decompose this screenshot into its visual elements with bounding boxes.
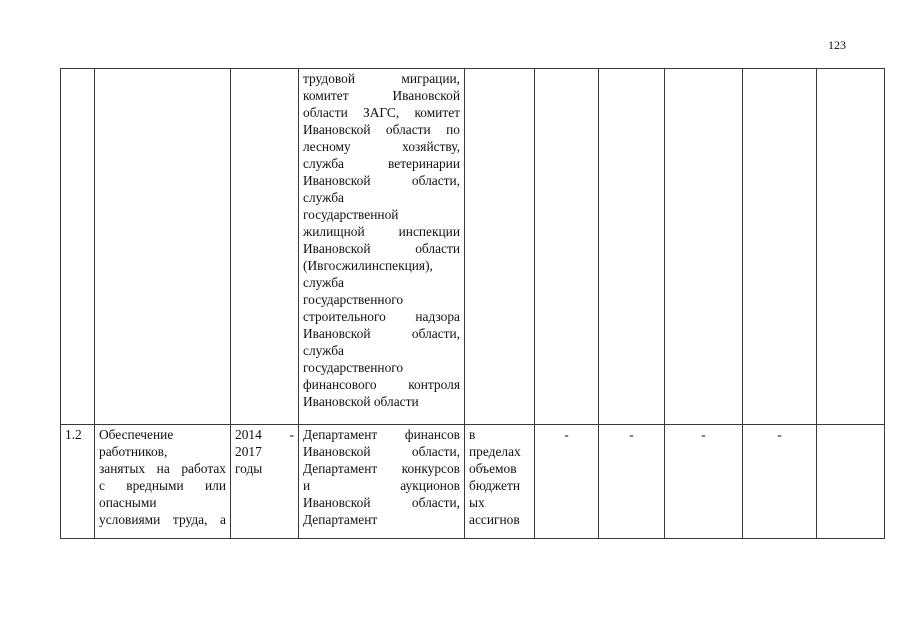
dash-value: -: [564, 427, 569, 442]
name-line: условиями труда, а: [99, 512, 226, 527]
dash-value: -: [777, 427, 782, 442]
executor-line: служба: [303, 343, 344, 358]
years-dash: -: [289, 427, 294, 442]
executor-line: Ивановской области: [303, 241, 460, 256]
cell-years: [231, 69, 299, 425]
cell-col9: [743, 69, 817, 425]
table-row: [61, 69, 885, 425]
dash-value: -: [629, 427, 634, 442]
years: [235, 426, 294, 477]
cell-col8: [665, 425, 743, 539]
funding-line: объемов: [469, 461, 517, 476]
row-number: 1.2: [65, 427, 82, 442]
executor-line: государственного: [303, 360, 404, 375]
name-line: работников,: [99, 444, 168, 459]
cell-col10: [817, 425, 885, 539]
executor-line: лесному хозяйству,: [303, 139, 460, 154]
executor-line: Ивановской области,: [303, 173, 460, 188]
funding-line: пределах: [469, 444, 521, 459]
executor-line: строительного надзора: [303, 309, 460, 324]
years-word: годы: [235, 461, 263, 476]
executor-line: Департамент: [303, 512, 378, 527]
cell-funding: [465, 425, 535, 539]
executor-line: комитет Ивановской: [303, 88, 460, 103]
name-line: опасными: [99, 495, 157, 510]
name-line: занятых на работах: [99, 461, 226, 476]
funding-line: ых: [469, 495, 485, 510]
cell-executors: [299, 69, 465, 425]
cell-col7: [599, 69, 665, 425]
cell-col6: [535, 69, 599, 425]
funding-line: бюджетн: [469, 478, 520, 493]
years-start: 2014: [235, 427, 262, 442]
program-table: [60, 68, 885, 539]
executor-line: Ивановской области,: [303, 495, 460, 510]
executor-line: государственного: [303, 292, 404, 307]
cell-number: [61, 425, 95, 539]
executor-line: Ивановской области,: [303, 444, 460, 459]
executor-line: Ивановской области: [303, 394, 419, 409]
cell-years: [231, 425, 299, 539]
name-line: Обеспечение: [99, 427, 174, 442]
dash-value: -: [701, 427, 706, 442]
table-row: [61, 425, 885, 539]
executor-line: жилищной инспекции: [303, 224, 460, 239]
cell-col7: [599, 425, 665, 539]
cell-name: [95, 69, 231, 425]
cell-col10: [817, 69, 885, 425]
cell-col8: [665, 69, 743, 425]
executor-line: государственной: [303, 207, 399, 222]
cell-col6: [535, 425, 599, 539]
executor-line: (Ивгосжилинспекция),: [303, 258, 433, 273]
executor-line: Департамент финансов: [303, 427, 460, 442]
executor-line: области ЗАГС, комитет: [303, 105, 460, 120]
executor-line: служба: [303, 190, 344, 205]
executor-line: финансового контроля: [303, 377, 460, 392]
cell-name: [95, 425, 231, 539]
executor-line: Ивановской области,: [303, 326, 460, 341]
name-line: с вредными или: [99, 478, 226, 493]
cell-funding: [465, 69, 535, 425]
executor-line: трудовой миграции,: [303, 71, 460, 86]
page-number: 123: [828, 38, 846, 52]
cell-number: [61, 69, 95, 425]
cell-executors: [299, 425, 465, 539]
years-end: 2017: [235, 444, 262, 459]
funding-line: ассигнов: [469, 512, 520, 527]
cell-col9: [743, 425, 817, 539]
executor-line: служба: [303, 275, 344, 290]
executor-line: служба ветеринарии: [303, 156, 460, 171]
funding-line: в: [469, 427, 476, 442]
executor-line: и аукционов: [303, 478, 460, 493]
executor-line: Ивановской области по: [303, 122, 460, 137]
executor-line: Департамент конкурсов: [303, 461, 460, 476]
